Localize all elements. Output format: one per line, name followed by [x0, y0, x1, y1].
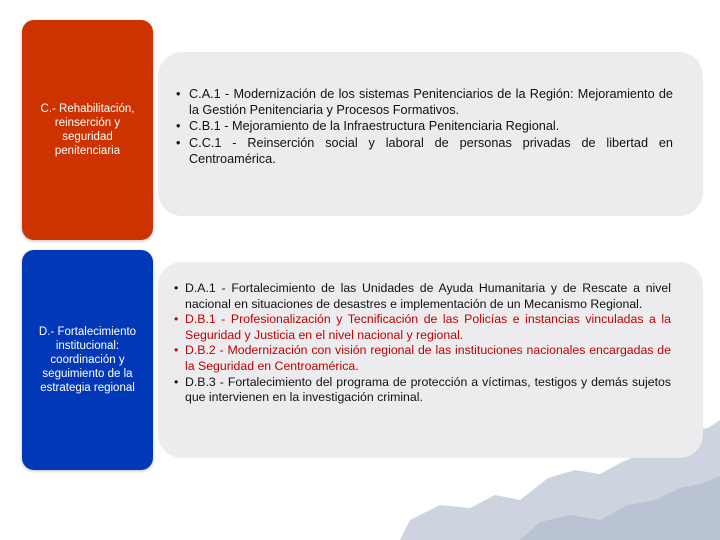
section-c-list [176, 86, 673, 167]
list-item-highlighted: • D.B.2 - Modernización con visión regional de las instituciones nacionales encargadas de la Seguridad en Centroamérica. [174, 343, 671, 374]
section-c-label [22, 20, 153, 240]
list-item-highlighted: • D.B.1 - Profesionalización y Tecnificación de las Policías e instancias vinculadas a la Seguridad y Justicia en el nivel nacional y regional. [174, 312, 671, 343]
section-d-label [22, 250, 153, 470]
list-item: • D.A.1 - Fortalecimiento de las Unidades de Ayuda Humanitaria y de Rescate a nivel nacional en situaciones de desastres e implementación de un Mecanismo Regional. [174, 281, 671, 312]
list-item: • C.C.1 - Reinserción social y laboral de personas privadas de libertad en Centroamérica. [176, 135, 673, 167]
section-c-title: C.- Rehabilitación, reinserción y seguridad penitenciaria [40, 103, 135, 157]
section-d-content [158, 262, 703, 458]
list-item: • C.B.1 - Mejoramiento de la Infraestructura Penitenciaria Regional. [176, 118, 673, 134]
section-c-content [158, 52, 703, 216]
section-d-list [174, 281, 671, 406]
section-d-title: D.- Fortalecimiento institucional: coordinación y seguimiento de la estrategia regional [38, 326, 137, 394]
list-item: • D.B.3 - Fortalecimiento del programa de protección a víctimas, testigos y demás sujetos que intervienen en la investigación criminal. [174, 375, 671, 406]
list-item: • C.A.1 - Modernización de los sistemas Penitenciarios de la Región: Mejoramiento de la Gestión Penitenciaria y Procesos Formativos. [176, 86, 673, 118]
